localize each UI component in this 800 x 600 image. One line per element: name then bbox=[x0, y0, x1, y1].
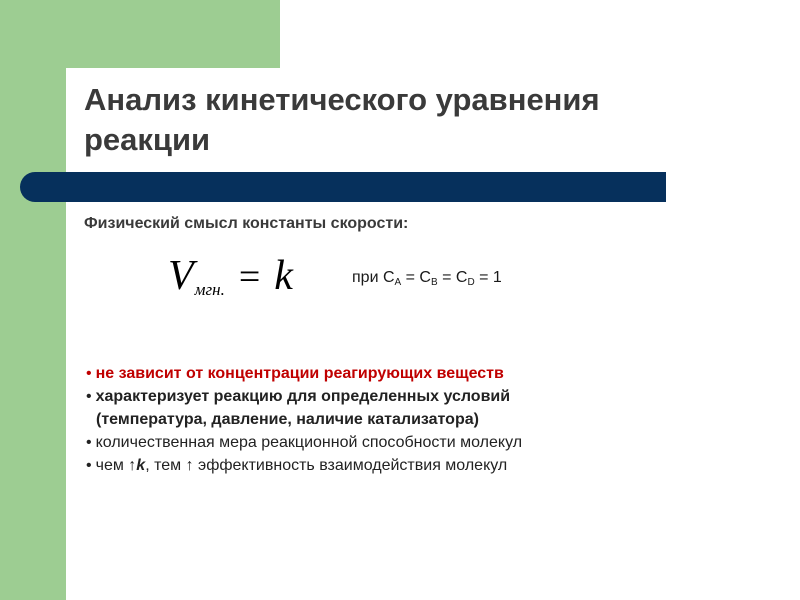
bullet-text: количественная мера реакционной способности молекул bbox=[95, 434, 523, 451]
condition-mid-1: = C bbox=[401, 269, 431, 286]
condition-sub-d: D bbox=[467, 277, 475, 288]
condition-prefix: при C bbox=[352, 269, 395, 286]
title-underline-bar bbox=[20, 172, 666, 202]
bullet-marker: • bbox=[86, 388, 92, 405]
bullet-text: характеризует реакцию для определенных условий bbox=[95, 388, 511, 405]
bullet-k-symbol: k bbox=[136, 457, 146, 474]
green-side-strip bbox=[0, 0, 66, 600]
list-item bbox=[86, 362, 522, 385]
list-item bbox=[86, 454, 522, 477]
bullet-text: (температура, давление, наличие катализатора) bbox=[96, 411, 479, 428]
formula-equals: = bbox=[238, 256, 261, 298]
bullet-marker: • bbox=[86, 365, 92, 382]
bullet-marker: • bbox=[86, 434, 92, 451]
list-item bbox=[86, 385, 522, 408]
condition-mid-2: = C bbox=[437, 269, 468, 286]
slide-subtitle: Физический смысл константы скорости: bbox=[84, 215, 409, 232]
formula-k: k bbox=[274, 253, 293, 299]
bullet-marker: • bbox=[86, 457, 92, 474]
list-item bbox=[86, 431, 522, 454]
condition-sub-a: A bbox=[394, 277, 402, 288]
slide-title: Анализ кинетического уравнения реакции bbox=[84, 82, 600, 157]
condition-suffix: = 1 bbox=[474, 269, 502, 286]
formula-v: V bbox=[168, 253, 194, 299]
property-list bbox=[86, 362, 522, 477]
rate-formula bbox=[168, 248, 293, 304]
bullet-text-before: чем ↑ bbox=[95, 457, 137, 474]
list-item bbox=[86, 408, 522, 431]
formula-subscript: мгн. bbox=[194, 280, 225, 299]
condition-sub-b: B bbox=[430, 277, 438, 288]
bullet-text-after: , тем ↑ эффективность взаимодействия молекул bbox=[145, 457, 508, 474]
concentration-condition bbox=[352, 268, 502, 293]
bullet-text: не зависит от концентрации реагирующих веществ bbox=[95, 365, 504, 382]
green-top-block bbox=[0, 0, 280, 68]
